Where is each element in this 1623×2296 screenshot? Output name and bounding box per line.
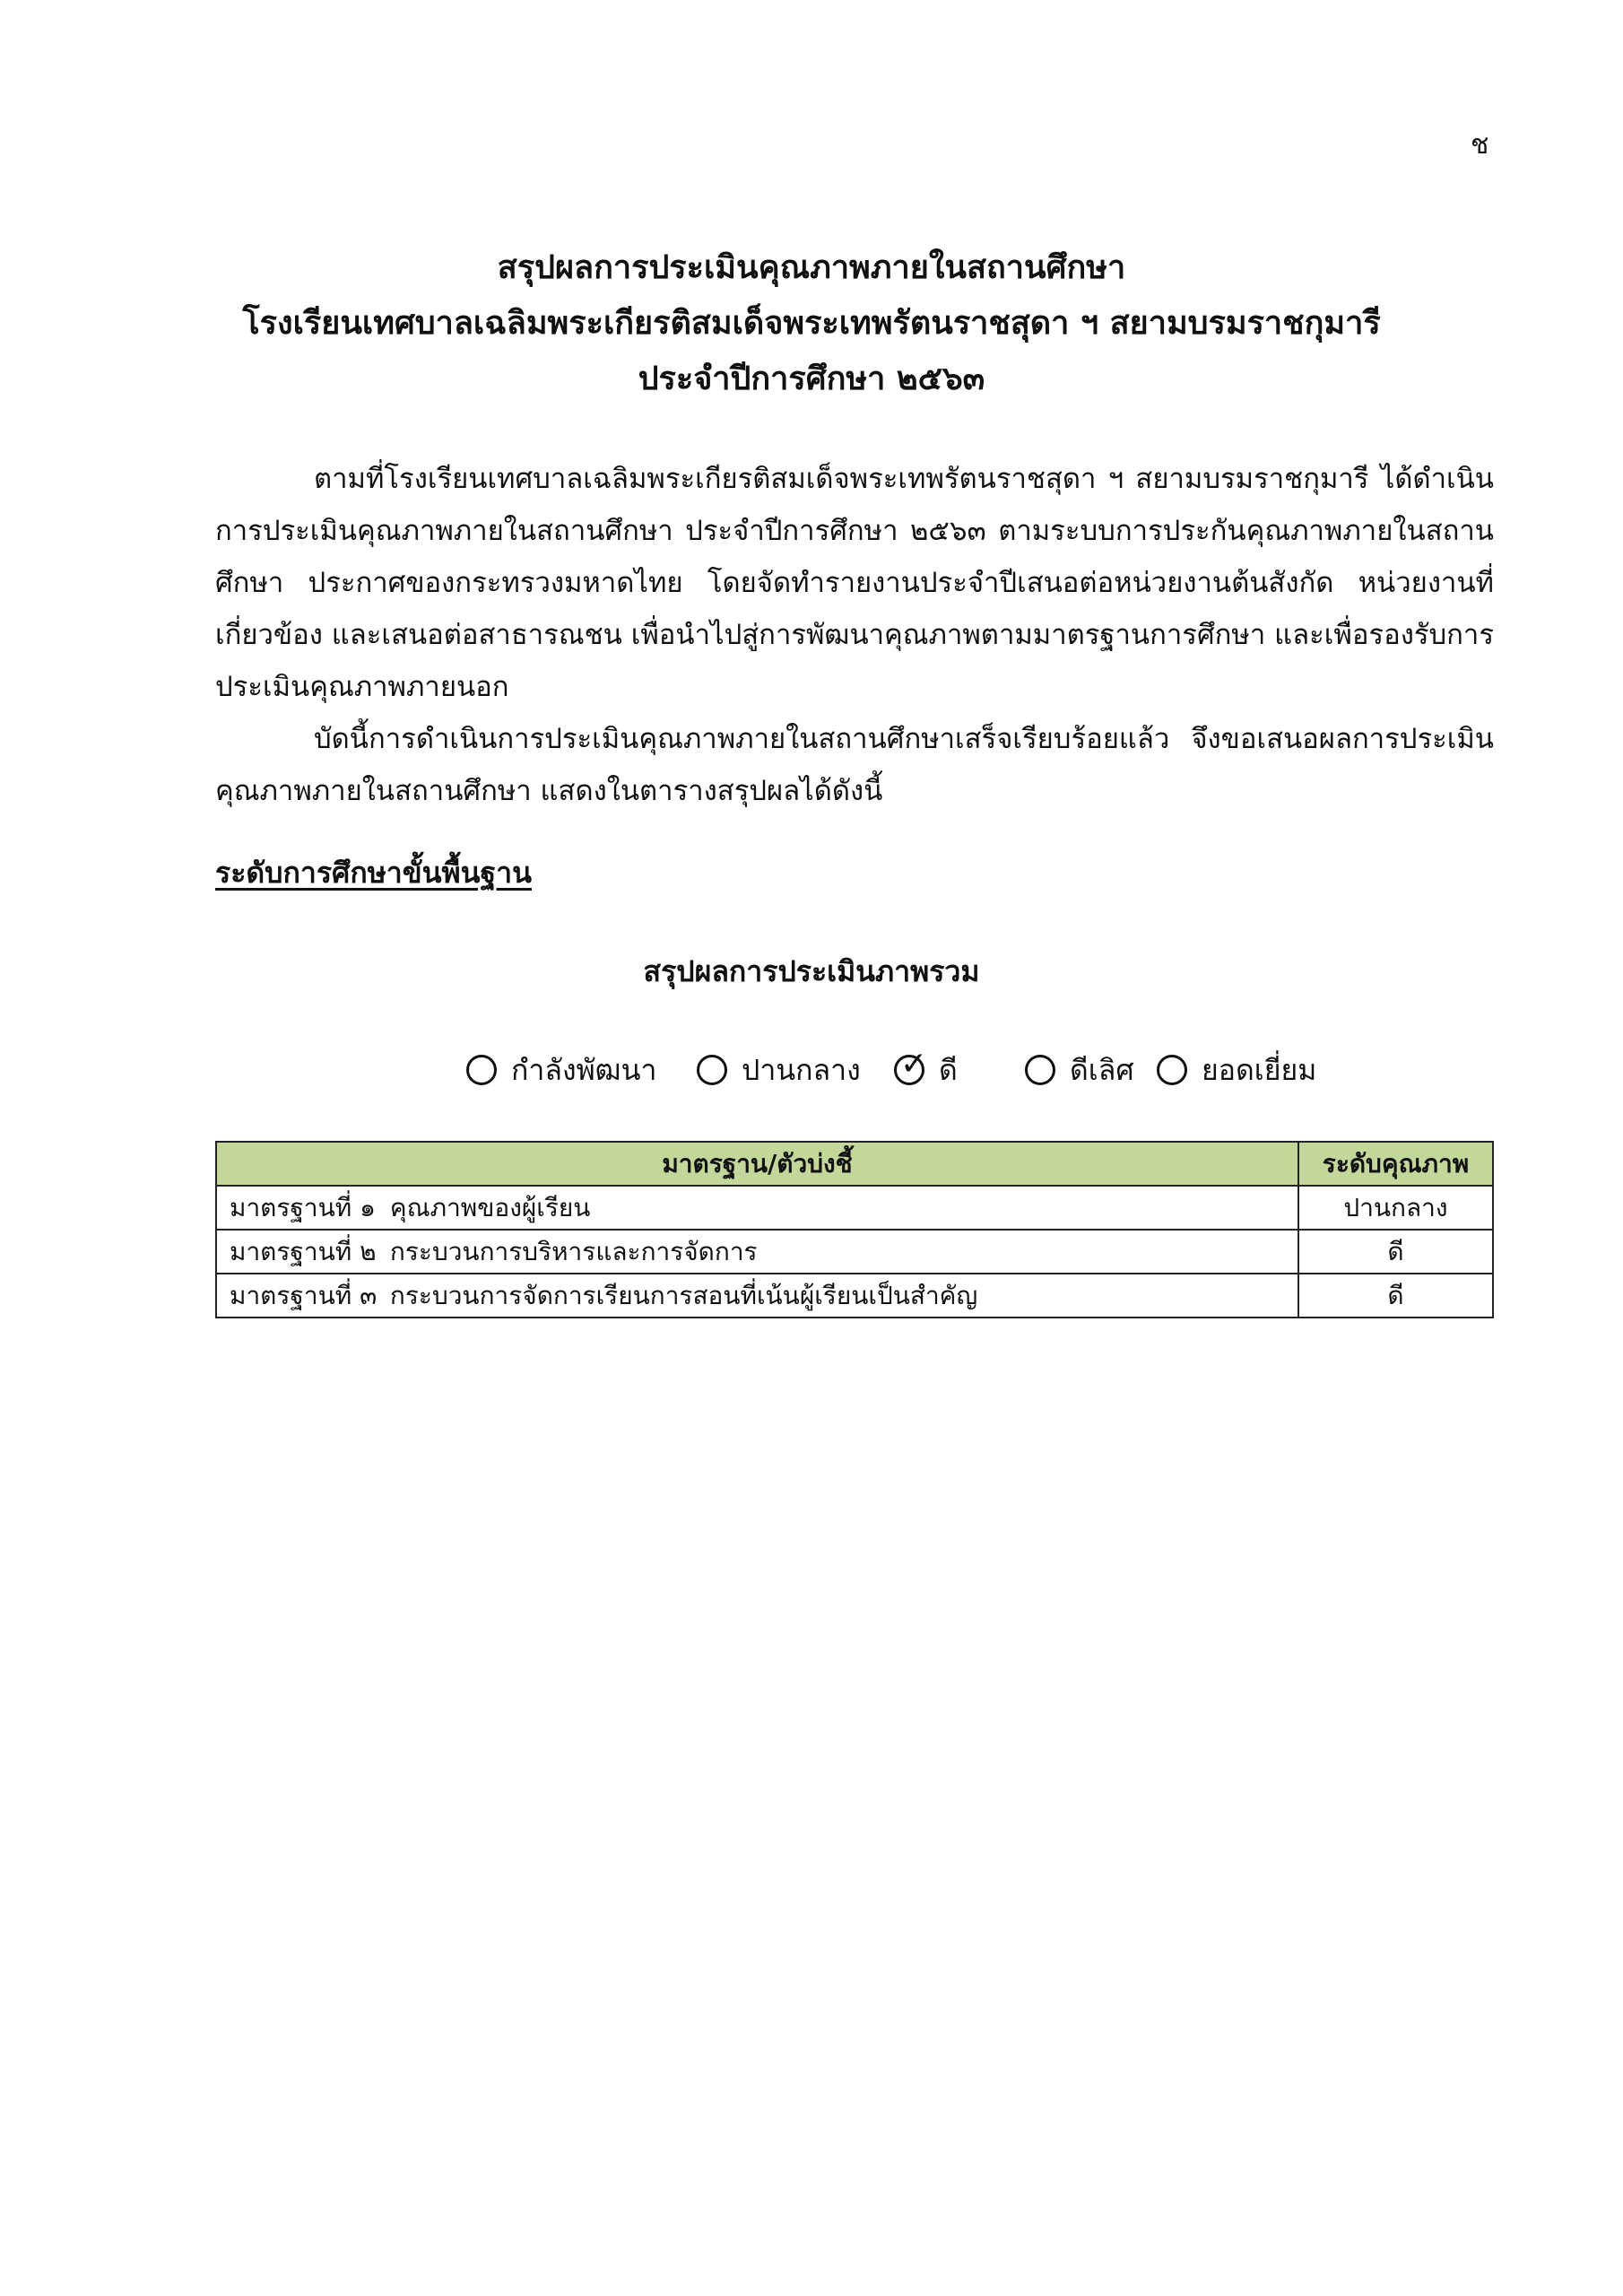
column-header-level: ระดับคุณภาพ [1298, 1142, 1493, 1186]
standard-description: กระบวนการบริหารและการจัดการ [389, 1236, 758, 1266]
rating-option-fair [697, 1043, 861, 1097]
standard-cell [216, 1230, 1298, 1274]
standard-number: มาตรฐานที่ ๓ [230, 1280, 378, 1310]
rating-option-very-good [1025, 1043, 1134, 1097]
radio-circle-icon [1157, 1055, 1187, 1085]
standard-description: กระบวนการจัดการเรียนการสอนที่เน้นผู้เรียนเป็นสำคัญ [389, 1280, 978, 1310]
paragraph-1: ตามที่โรงเรียนเทศบาลเฉลิมพระเกียรติสมเด็จพระเทพรัตนราชสุดา ฯ สยามบรมราชกุมารี ได้ดำเนินการประเมินคุณภาพภายในสถานศึกษา ประจำปีการศึกษา ๒๕๖๓ ตามระบบการประกันคุณภาพภายในสถานศึกษา ประกาศของกระทรวงมหาดไทย โดยจัดทำรายงานประจำปีเสนอต่อหน่วยงานต้นสังกัด หน่วยงานที่เกี่ยวข้อง และเสนอต่อสาธารณชน เพื่อนำไปสู่การพัฒนาคุณภาพตามมาตรฐานการศึกษา และเพื่อรองรับการประเมินคุณภาพภายนอก [215, 463, 1494, 703]
standards-table [215, 1141, 1494, 1318]
standard-number: มาตรฐานที่ ๑ [230, 1192, 376, 1222]
column-header-standard: มาตรฐาน/ตัวบ่งชี้ [216, 1142, 1298, 1186]
rating-options [0, 1043, 1623, 1097]
paragraph-2: บัดนี้การดำเนินการประเมินคุณภาพภายในสถานศึกษาเสร็จเรียบร้อยแล้ว จึงขอเสนอผลการประเมินคุณภาพภายในสถานศึกษา แสดงในตารางสรุปผลได้ดังนี้ [215, 723, 1494, 807]
document-title [0, 240, 1623, 407]
table-row [216, 1230, 1493, 1274]
rating-option-label: ดี [939, 1052, 958, 1087]
section-heading: ระดับการศึกษาขั้นพื้นฐาน [215, 856, 532, 890]
intro-text [215, 453, 1494, 817]
rating-option-developing [466, 1043, 656, 1097]
table-row [216, 1186, 1493, 1230]
radio-circle-icon [697, 1055, 727, 1085]
rating-option-label: ยอดเยี่ยม [1202, 1052, 1317, 1087]
standard-number: มาตรฐานที่ ๒ [230, 1236, 377, 1266]
overall-result-heading: สรุปผลการประเมินภาพรวม [643, 954, 980, 988]
quality-level: ปานกลาง [1298, 1186, 1493, 1230]
quality-level: ดี [1298, 1230, 1493, 1274]
rating-option-good [894, 1043, 958, 1097]
title-line-2: โรงเรียนเทศบาลเฉลิมพระเกียรติสมเด็จพระเทพรัตนราชสุดา ฯ สยามบรมราชกุมารี [242, 305, 1381, 342]
standard-cell [216, 1274, 1298, 1318]
quality-level: ดี [1298, 1274, 1493, 1318]
table-header-row [216, 1142, 1493, 1186]
rating-option-label: กำลังพัฒนา [511, 1052, 657, 1087]
standard-cell [216, 1186, 1298, 1230]
standard-description: คุณภาพของผู้เรียน [389, 1192, 591, 1222]
page-number: ช [1471, 129, 1489, 161]
rating-option-label: ดีเลิศ [1070, 1052, 1134, 1087]
title-line-3: ประจำปีการศึกษา ๒๕๖๓ [638, 361, 985, 397]
table-row [216, 1274, 1493, 1318]
check-circle-icon: ✓ [894, 1055, 924, 1085]
radio-circle-icon [466, 1055, 497, 1085]
radio-circle-icon [1025, 1055, 1055, 1085]
rating-option-label: ปานกลาง [742, 1052, 861, 1087]
title-line-1: สรุปผลการประเมินคุณภาพภายในสถานศึกษา [497, 249, 1126, 286]
rating-option-excellent [1157, 1043, 1316, 1097]
